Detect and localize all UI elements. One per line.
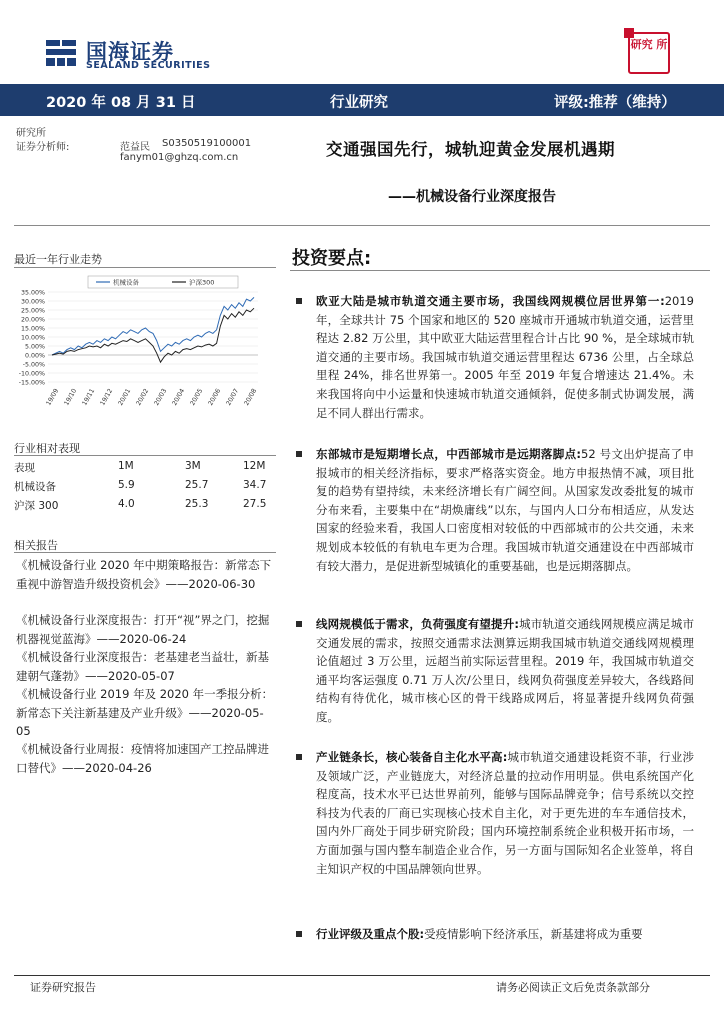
x-axis-ticks [45, 388, 258, 407]
perf-row-cell: 34.7 [243, 479, 267, 491]
perf-header-12m: 12M [243, 460, 266, 472]
related-report-item[interactable]: 《机械设备行业深度报告：老基建老当益壮，新基建朝气蓬勃》——2020-05-07 [16, 650, 269, 683]
related-report-item[interactable]: 《机械设备行业周报：疫情将加速国产工控品牌进口替代》——2020-04-26 [16, 742, 269, 775]
x-tick-label: 19/10 [63, 387, 79, 407]
series-line [52, 308, 254, 362]
y-tick-label: 20.00% [20, 316, 45, 324]
analyst-email: fanym01@ghzq.com.cn [120, 152, 239, 163]
trend-heading-rule [14, 267, 276, 268]
analyst-role: 证券分析师: [16, 142, 70, 153]
x-tick-label: 20/04 [171, 387, 187, 407]
research-seal: 研究 所 [628, 32, 670, 74]
sealand-logo-icon [44, 36, 78, 70]
header-bar [0, 84, 724, 116]
related-heading: 相关报告 [14, 539, 58, 552]
perf-header-1m: 1M [118, 460, 134, 472]
brand-name-cn: 国海证券 [86, 40, 174, 64]
point-heading: 行业评级及重点个股: [316, 927, 425, 941]
bullet-icon [296, 621, 302, 627]
point-body: 2019 年，全球共计 75 个国家和地区的 520 座城市开通城市轨道交通，运营里程达 2.82 万公里，其中欧亚大陆运营里程合计占比 90 %，是全球城市轨道交通的主要市场。我国城市轨道交通运营里程达 6736 公里，占全球总里程 24%，排名世界第一。2005 年至 2019 年复合增速达 21.4%。未来我国将向中小运量和快速城市轨道交通倾斜，促使多制式协调发展，满足不同人群出行需求。 [316, 294, 694, 420]
related-heading-rule [14, 552, 276, 553]
x-tick-label: 20/02 [135, 387, 151, 407]
analyst-name: 范益民 [120, 142, 150, 153]
footer-disclaimer[interactable]: 请务必阅读正文后免责条款部分 [496, 981, 650, 994]
footer-rule [14, 975, 710, 976]
investment-point [316, 615, 694, 727]
point-body: 城市轨道交通线网规模应满足城市交通发展的需求，按照交通需求法测算远期我国城市轨道交通线网规模理论值超过 3 万公里，远超当前实际运营里程。2019 年，我国城市轨道交通平均客运强度 0.71 万人次/公里日，线网负荷强度差异较大，各线路间结构有待优化，城市核心区的骨干线路成网后，将显著提升线网负荷强度。 [316, 617, 694, 724]
y-tick-label: 25.00% [20, 307, 45, 315]
y-tick-label: -10.00% [18, 370, 45, 378]
y-tick-label: -15.00% [18, 379, 45, 387]
perf-heading: 行业相对表现 [14, 442, 80, 455]
report-rating: 评级:推荐（维持） [554, 95, 676, 111]
x-tick-label: 19/12 [99, 387, 115, 407]
y-tick-label: 15.00% [20, 325, 45, 333]
perf-row-cell: 4.0 [118, 498, 135, 510]
investment-point [316, 445, 694, 575]
chart-legend [88, 276, 238, 288]
title-divider [14, 225, 710, 226]
trend-heading: 最近一年行业走势 [14, 253, 102, 266]
point-heading: 产业链条长，核心装备自主化水平高: [316, 750, 508, 764]
report-category: 行业研究 [330, 95, 388, 111]
chart-series [52, 297, 254, 362]
perf-header-label: 表现 [14, 462, 35, 474]
footer-left: 证券研究报告 [30, 981, 96, 994]
point-body: 城市轨道交通建设耗资不菲，行业涉及领域广泛，产业链庞大，对经济总量的拉动作用明显。供电系统国产化程度高，技术水平已达世界前列，能够与国际品牌竞争；信号系统以交控科技为代表的厂商已实现核心技术自主化，对于更先进的车车通信技术，国内外厂商处于同步研究阶段；国内环境控制系统企业积极开拓市场，一方面加强与国内整车制造企业合作，另一方面与国际知名企业签单，将自主知识产权的中国品牌领向世界。 [316, 750, 694, 876]
perf-row-cell: 25.3 [185, 498, 209, 510]
perf-header-3m: 3M [185, 460, 201, 472]
y-tick-label: -5.00% [22, 361, 45, 369]
x-tick-label: 20/08 [243, 387, 259, 407]
investment-heading-rule [290, 270, 710, 271]
related-report-item[interactable]: 《机械设备行业 2019 年及 2020 年一季报分析：新常态下关注新基建及产业升级》——2020-05-05 [16, 687, 274, 738]
institute-label: 研究所 [16, 128, 46, 139]
perf-row-label: 沪深 300 [14, 500, 59, 512]
x-tick-label: 19/11 [81, 387, 97, 407]
x-tick-label: 20/07 [225, 387, 241, 407]
point-heading: 线网规模低于需求，负荷强度有望提升: [316, 617, 519, 631]
industry-trend-chart [12, 272, 276, 408]
bullet-icon [296, 931, 302, 937]
y-tick-label: 5.00% [24, 343, 45, 351]
report-subtitle: ——机械设备行业深度报告 [388, 189, 556, 205]
y-tick-label: 0.00% [24, 352, 45, 360]
bullet-icon [296, 754, 302, 760]
perf-heading-rule [14, 455, 276, 456]
point-heading: 欧亚大陆是城市轨道交通主要市场，我国线网规模位居世界第一: [316, 294, 665, 308]
point-body: 52 号文出炉提高了申报城市的相关经济指标，要求严格落实资金。地方申报热情不减，项目批复的趋势有望持续，未来经济增长有广阔空间。从国家发改委批复的城市分布来看，主要集中在“胡焕庸线”以东，与国内人口分布相适应，从发达国家的经验来看，我国人口密度相对较低的中西部城市的公共交通，未来规划成本较低的有轨电车更为合理。我国城市轨道交通建设在中西部城市有较大潜力，是促进新型城镇化的重要基础，也是远期落脚点。 [316, 447, 694, 573]
bullet-icon [296, 298, 302, 304]
perf-row-label: 机械设备 [14, 481, 56, 493]
report-date: 2020 年 08 月 31 日 [46, 95, 196, 111]
y-tick-label: 35.00% [20, 289, 45, 297]
x-tick-label: 20/03 [153, 387, 169, 407]
x-tick-label: 19/09 [45, 387, 61, 407]
y-tick-label: 30.00% [20, 298, 45, 306]
related-report-item[interactable]: 《机械设备行业 2020 年中期策略报告：新常态下重视中游智造升级投资机会》——2020-06-30 [16, 558, 272, 591]
point-heading: 东部城市是短期增长点，中西部城市是远期落脚点: [316, 447, 581, 461]
bullet-icon [296, 451, 302, 457]
perf-row-cell: 25.7 [185, 479, 209, 491]
investment-heading: 投资要点: [292, 248, 372, 269]
legend-label: 机械设备 [113, 278, 139, 287]
point-body: 受疫情影响下经济承压，新基建将成为重要 [424, 927, 643, 941]
legend-label: 沪深300 [189, 278, 215, 287]
brand-name-en: SEALAND SECURITIES [86, 60, 211, 71]
y-tick-label: 10.00% [20, 334, 45, 342]
perf-row-cell: 27.5 [243, 498, 267, 510]
investment-point [316, 292, 694, 422]
x-tick-label: 20/05 [189, 387, 205, 407]
perf-row-cell: 5.9 [118, 479, 135, 491]
analyst-cert: S0350519100001 [162, 138, 252, 149]
related-report-item[interactable]: 《机械设备行业深度报告：打开“视”界之门，挖掘机器视觉蓝海》——2020-06-24 [16, 613, 270, 646]
report-title: 交通强国先行，城轨迎黄金发展机遇期 [326, 140, 615, 159]
x-tick-label: 20/01 [117, 387, 133, 407]
chart-grid [48, 292, 258, 382]
investment-point [316, 925, 694, 944]
legend-box [88, 276, 238, 288]
investment-point [316, 748, 694, 878]
x-tick-label: 20/06 [207, 387, 223, 407]
y-axis-ticks [19, 290, 45, 387]
